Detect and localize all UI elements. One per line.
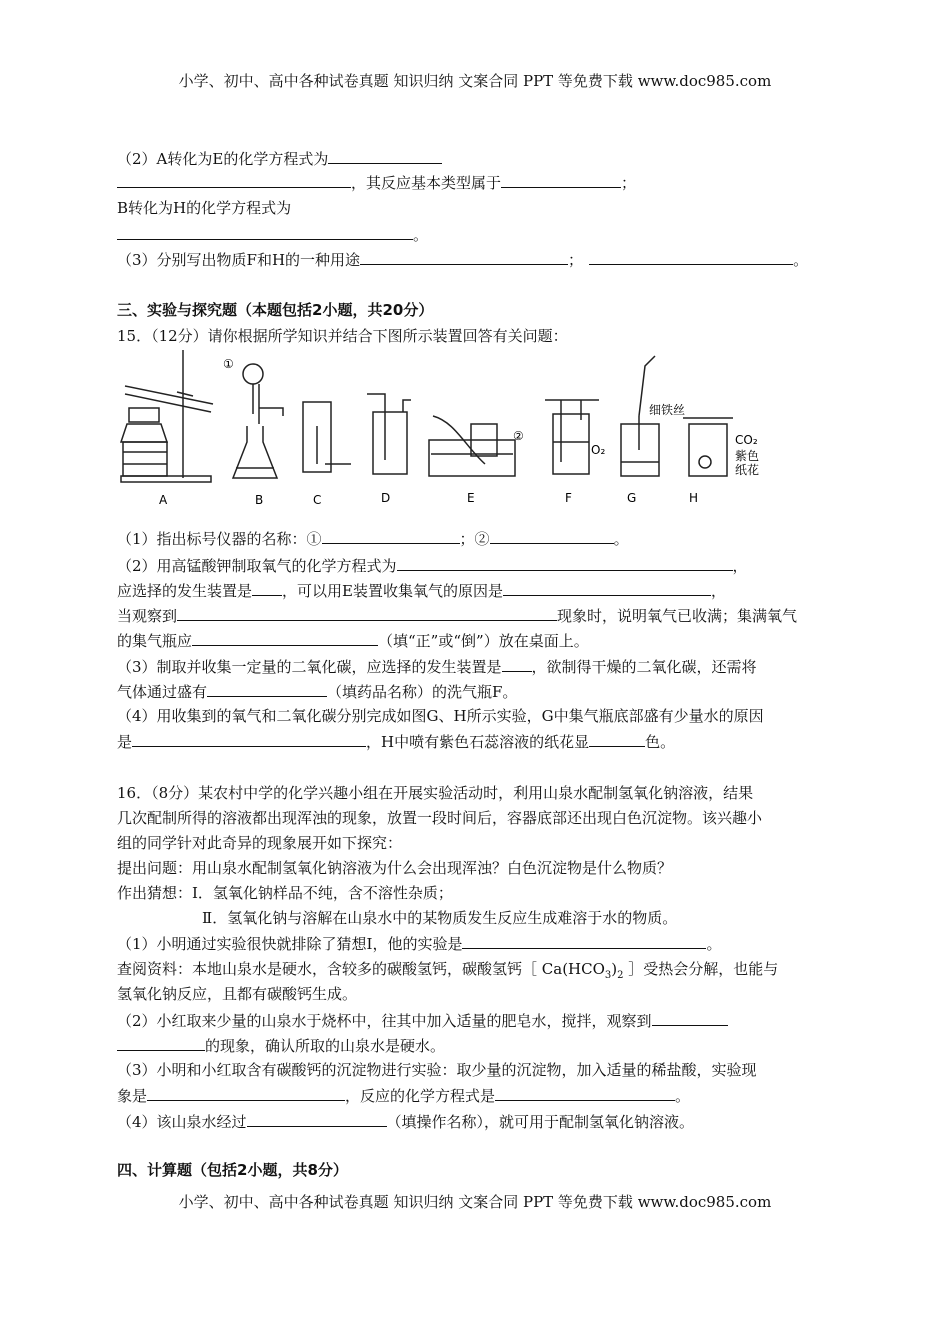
q16-line7: （1）小明通过实验很快就排除了猜想Ⅰ，他的实验是 。 [117, 935, 722, 953]
section-3-title: 三、实验与探究题（本题包括2小题，共20分） [117, 301, 434, 319]
mark-1: ① [223, 357, 234, 371]
label-C: C [313, 493, 322, 507]
q15-p2: （2）用高锰酸钾制取氧气的化学方程式为 ， [117, 557, 748, 575]
q16-line1: 16．（8分）某农村中学的化学兴趣小组在开展实验活动时，利用山泉水配制氢氧化钠溶液，结果 [117, 784, 754, 802]
q16-line13: 象是 ，反应的化学方程式是 。 [117, 1087, 691, 1105]
apparatus-diagram [115, 346, 775, 511]
q16-line5: 作出猜想：Ⅰ．氢氧化钠样品不纯，含不溶性杂质； [117, 884, 453, 902]
q14-line4: 。 [117, 224, 428, 245]
q16-line8: 查阅资料：本地山泉水是硬水，含较多的碳酸氢钙，碳酸氢钙［ $Ca(HCO_3)_2$ ］受热会分解，也能与 [117, 960, 779, 981]
q15-intro: 15．（12分）请你根据所学知识并结合下图所示装置回答有关问题： [117, 327, 568, 345]
q15-p6: （3）制取并收集一定量的二氧化碳，应选择的发生装置是 ，欲制得干燥的二氧化碳，还需将 [117, 658, 757, 676]
q14-line3: B转化为H的化学方程式为 [117, 199, 292, 217]
q15-p9: 是 ，H中喷有紫色石蕊溶液的纸花显 色。 [117, 733, 676, 751]
q16-line12: （3）小明和小红取含有碳酸钙的沉淀物进行实验：取少量的沉淀物，加入适量的稀盐酸，实验现 [117, 1061, 757, 1079]
q16-line3: 组的同学针对此奇异的现象展开如下探究： [117, 834, 403, 852]
q15-p1: （1）指出标号仪器的名称：① ；② 。 [117, 530, 629, 548]
label-co2: CO₂ [735, 433, 758, 447]
q16-line10: （2）小红取来少量的山泉水于烧杯中，往其中加入适量的肥皂水，搅拌，观察到 [117, 1010, 728, 1031]
label-B: B [255, 493, 264, 507]
q16-line9: 氢氧化钠反应，且都有碳酸钙生成。 [117, 985, 358, 1003]
q15-p3: 应选择的发生装置是 ，可以用E装置收集氧气的原因是 ， [117, 582, 726, 600]
q16-line2: 几次配制所得的溶液都出现浑浊的现象，放置一段时间后，容器底部还出现白色沉淀物。该兴趣小 [117, 809, 763, 827]
label-o2: O₂ [591, 443, 606, 457]
page-footer: 小学、初中、高中各种试卷真题 知识归纳 文案合同 PPT 等免费下载 www.doc985.com [178, 1193, 772, 1211]
q16-line14: （4）该山泉水经过 （填操作名称），就可用于配制氢氧化钠溶液。 [117, 1113, 695, 1131]
page-header: 小学、初中、高中各种试卷真题 知识归纳 文案合同 PPT 等免费下载 www.doc985.com [178, 72, 772, 90]
label-paper-2: 纸花 [735, 463, 760, 477]
label-G: G [627, 491, 637, 505]
label-F: F [565, 491, 572, 505]
q15-p5: 的集气瓶应 （填“正”或“倒”）放在桌面上。 [117, 632, 589, 650]
section-4-title: 四、计算题（包括2小题，共8分） [117, 1161, 348, 1179]
q14-line2: ，其反应基本类型属于 ； [117, 172, 636, 193]
label-iron-wire: 细铁丝 [649, 403, 686, 417]
q15-p4: 当观察到 现象时，说明氧气已收满；集满氧气 [117, 607, 798, 625]
label-E: E [467, 491, 475, 505]
label-D: D [381, 491, 391, 505]
q14-line1: （2）A转化为E的化学方程式为 [117, 148, 442, 169]
q16-line4: 提出问题：用山泉水配制氢氧化钠溶液为什么会出现浑浊？白色沉淀物是什么物质？ [117, 859, 673, 877]
label-paper-1: 紫色 [735, 449, 760, 463]
q14-line5: （3）分别写出物质F和H的一种用途 ； 。 [117, 251, 809, 269]
label-H: H [689, 491, 699, 505]
q15-p7: 气体通过盛有 （填药品名称）的洗气瓶F。 [117, 683, 518, 701]
q16-line6: Ⅱ．氢氧化钠与溶解在山泉水中的某物质发生反应生成难溶于水的物质。 [202, 909, 678, 927]
q16-line11: 的现象，确认所取的山泉水是硬水。 [117, 1035, 445, 1056]
label-A: A [159, 493, 168, 507]
mark-2: ② [513, 429, 524, 443]
q15-p8: （4）用收集到的氧气和二氧化碳分别完成如图G、H所示实验，G中集气瓶底部盛有少量水的原因 [117, 707, 764, 725]
